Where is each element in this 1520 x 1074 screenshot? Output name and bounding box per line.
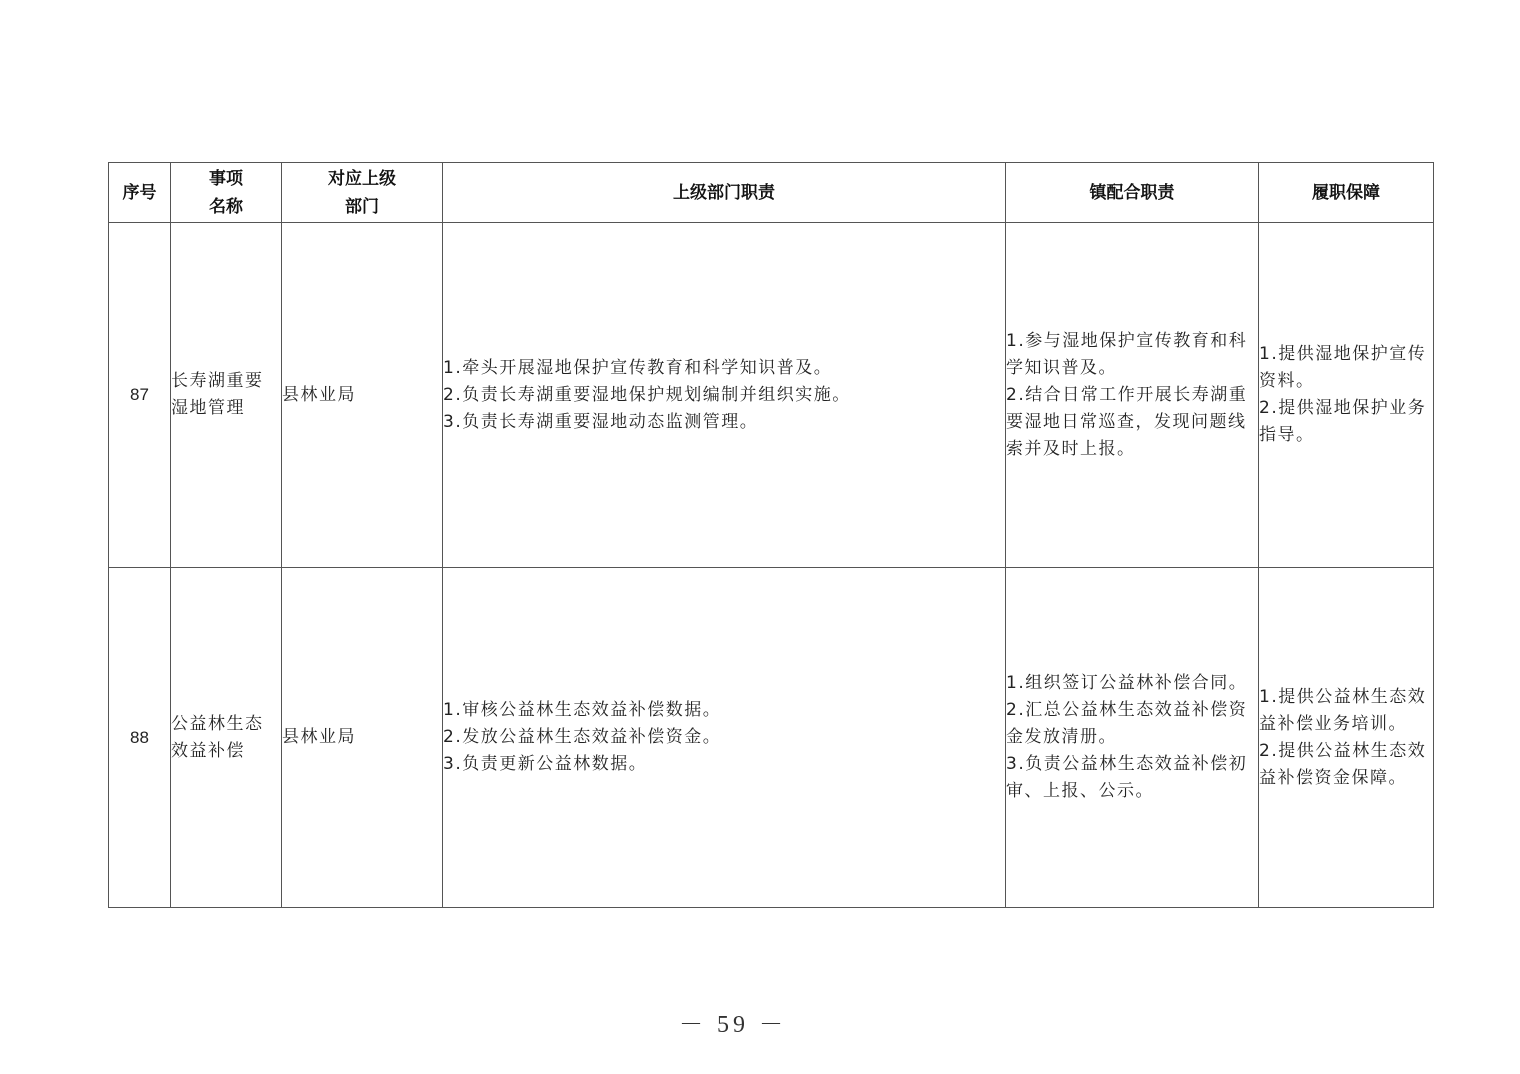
table-row: [109, 223, 1434, 568]
cell-item-name: 长寿湖重要湿地管理: [171, 223, 282, 568]
duty-line: 1.牵头开展湿地保护宣传教育和科学知识普及。: [443, 357, 833, 378]
guarantee-line: 2.提供公益林生态效益补偿资金保障。: [1259, 740, 1427, 788]
page-number: － 59 －: [679, 1012, 787, 1038]
cell-guarantee: [1259, 568, 1434, 908]
cell-department: 县林业局: [282, 568, 443, 908]
guarantee-line: 2.提供湿地保护业务指导。: [1259, 398, 1427, 445]
header-item-name: 事项 名称: [171, 163, 282, 223]
duty-line: 2.结合日常工作开展长寿湖重要湿地日常巡查，发现问题线索并及时上报。: [1006, 384, 1248, 459]
cell-guarantee: [1259, 223, 1434, 568]
duty-line: 3.负责更新公益林数据。: [443, 754, 648, 774]
cell-town-duty: [1006, 568, 1259, 908]
duty-line: 2.发放公益林生态效益补偿资金。: [443, 727, 722, 747]
cell-seq: 88: [109, 568, 171, 908]
table-row: [109, 568, 1434, 908]
duty-line: 1.审核公益林生态效益补偿数据。: [443, 700, 722, 720]
cell-town-duty: [1006, 223, 1259, 568]
duty-line: 2.负责长寿湖重要湿地保护规划编制并组织实施。: [443, 384, 851, 405]
duty-line: 1.组织签订公益林补偿合同。: [1006, 673, 1248, 693]
cell-seq: 87: [109, 223, 171, 568]
guarantee-line: 1.提供公益林生态效益补偿业务培训。: [1259, 686, 1427, 734]
header-upper-department: 对应上级 部门: [282, 163, 443, 223]
cell-department: 县林业局: [282, 223, 443, 568]
cell-item-name: 公益林生态效益补偿: [171, 568, 282, 908]
duty-line: 2.汇总公益林生态效益补偿资金发放清册。: [1006, 700, 1248, 747]
duty-table: [108, 162, 1434, 908]
duty-line: 1.参与湿地保护宣传教育和科学知识普及。: [1006, 330, 1248, 378]
header-guarantee: 履职保障: [1259, 163, 1434, 223]
cell-upper-duty: [443, 223, 1006, 568]
duty-line: 3.负责公益林生态效益补偿初审、上报、公示。: [1006, 754, 1248, 801]
header-upper-duty: 上级部门职责: [443, 163, 1006, 223]
table-header-row: [109, 163, 1434, 223]
header-seq: 序号: [109, 163, 171, 223]
header-town-duty: 镇配合职责: [1006, 163, 1259, 223]
cell-upper-duty: [443, 568, 1006, 908]
duty-line: 3.负责长寿湖重要湿地动态监测管理。: [443, 411, 759, 432]
guarantee-line: 1.提供湿地保护宣传资料。: [1259, 344, 1427, 391]
